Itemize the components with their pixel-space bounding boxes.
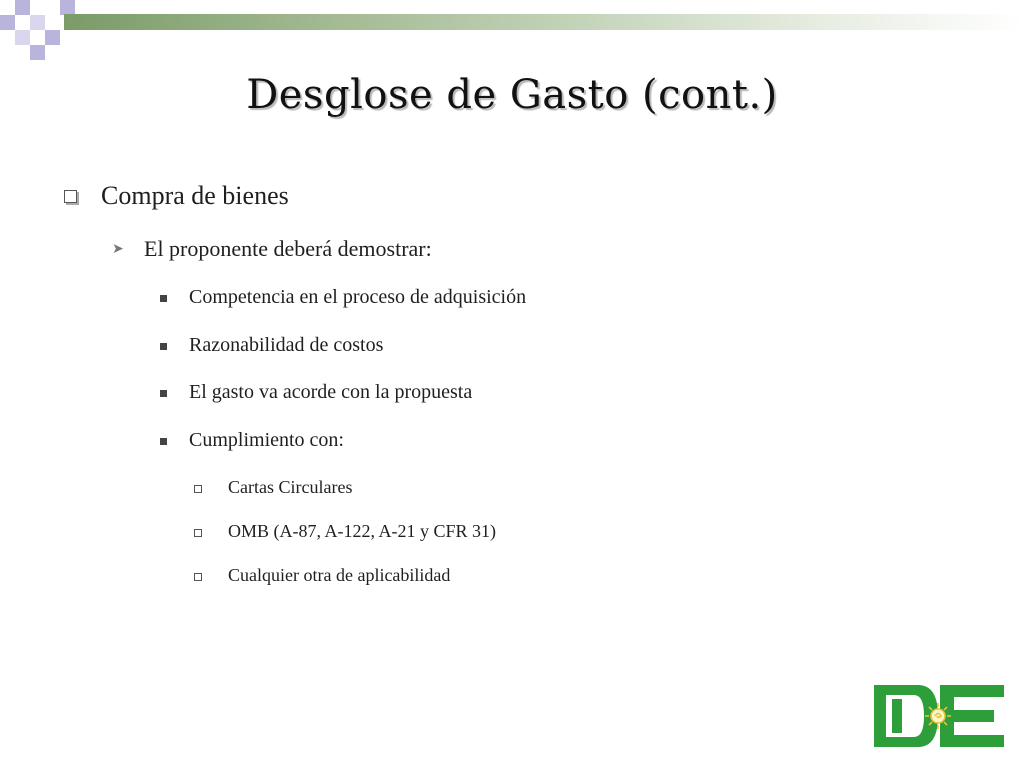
header-square [60,0,75,15]
list-subitem [194,565,450,586]
list-item-text: El gasto va acorde con la propuesta [189,381,473,403]
square-bullet-icon [160,295,167,302]
list-item [160,429,344,452]
list-item-level1 [64,181,289,211]
header-square [30,45,45,60]
list-item-text: Competencia en el proceso de adquisición [189,286,527,308]
header-square [15,0,30,15]
hollow-square-bullet-icon [194,485,202,493]
list-item [160,286,526,309]
header-gradient-bar [64,14,1024,30]
checkbox-bullet-icon [64,190,77,203]
subheading-text: El proponente deberá demostrar: [144,236,432,261]
de-logo [872,683,1006,749]
list-item-text: Razonabilidad de costos [189,334,384,356]
square-bullet-icon [160,390,167,397]
arrow-bullet-icon: ➤ [112,241,124,257]
heading-text: Compra de bienes [101,181,289,210]
list-item-text: Cumplimiento con: [189,429,344,451]
hollow-square-bullet-icon [194,573,202,581]
list-subitem-text: Cartas Circulares [228,477,353,497]
list-subitem-text: OMB (A-87, A-122, A-21 y CFR 31) [228,521,497,541]
header-squares-decoration [0,0,80,60]
header-square [30,15,45,30]
list-item [160,381,472,404]
list-subitem [194,477,352,498]
list-item [160,334,383,357]
square-bullet-icon [160,438,167,445]
header-square [0,15,15,30]
list-subitem [194,521,496,542]
hollow-square-bullet-icon [194,529,202,537]
list-subitem-text: Cualquier otra de aplicabilidad [228,565,451,585]
header-square [45,30,60,45]
list-item-level2 [112,236,432,262]
square-bullet-icon [160,343,167,350]
slide-title: Desglose de Gasto (cont.) [246,72,778,118]
header-square [15,30,30,45]
